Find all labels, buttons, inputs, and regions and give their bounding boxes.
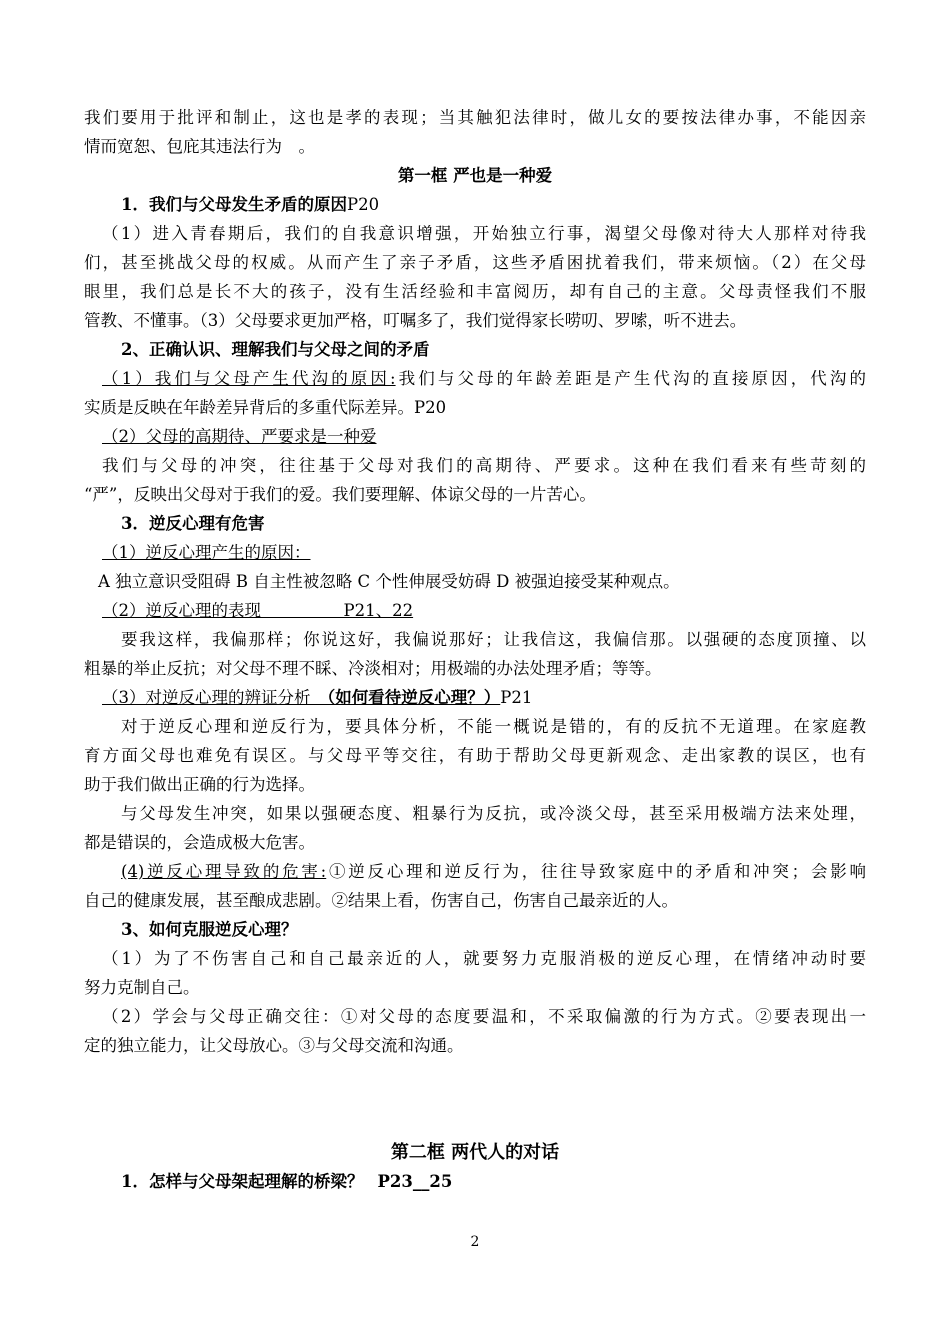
paragraph-line: 情而宽恕、包庇其违法行为 。: [84, 137, 315, 156]
subheading-text: 1．怎样与父母架起理解的桥梁？: [121, 1172, 364, 1191]
paragraph-line: [84, 857, 866, 886]
paragraph-line: 与父母发生冲突，如果以强硬态度、粗暴行为反抗，或冷淡父母，甚至采用极端方法来处理，: [121, 804, 866, 823]
paragraph-line: （2）学会与父母正确交往：①对父母的态度要温和，不采取偏激的行为方式。②要表现出一: [102, 1007, 866, 1026]
subheading-text: 1．我们与父母发生矛盾的原因: [121, 195, 347, 214]
paragraph-line: [84, 596, 866, 625]
subheading: [84, 190, 866, 219]
underlined-heading: （1）逆反心理产生的原因：: [102, 543, 311, 562]
subheading: [84, 1167, 866, 1196]
paragraph-line: 努力克制自己。: [84, 978, 200, 997]
section-heading: 第二框 两代人的对话: [390, 1142, 560, 1163]
underlined-heading: (4)逆反心理导致的危害:: [121, 862, 327, 881]
page-reference: P21: [500, 688, 533, 707]
paragraph-line: [84, 538, 866, 567]
section-heading: 第一框 严也是一种爱: [397, 166, 553, 185]
paragraph-line: 都是错误的，会造成极大危害。: [84, 833, 315, 852]
underlined-heading: （2）逆反心理的表现 P21、22: [102, 601, 414, 620]
paragraph-line: “严”，反映出父母对于我们的爱。我们要理解、体谅父母的一片苦心。: [84, 485, 596, 504]
subheading: 2、正确认识、理解我们与父母之间的矛盾: [121, 340, 430, 359]
page-reference: P20: [346, 195, 380, 214]
paragraph-line: 实质是反映在年龄差异背后的多重代际差异。P20: [84, 398, 447, 417]
paragraph-line: 们，甚至挑战父母的权威。从而产生了亲子矛盾，这些矛盾困扰着我们，带来烦恼。（2）在父母: [84, 253, 866, 272]
paragraph-text: ①逆反心理和逆反行为，往往导致家庭中的矛盾和冲突；会影响: [326, 862, 867, 881]
paragraph-line: 定的独立能力，让父母放心。③与父母交流和沟通。: [84, 1036, 464, 1055]
paragraph-line: [84, 422, 866, 451]
page-reference: P23__25: [377, 1172, 453, 1191]
paragraph-line: 育方面父母也难免有误区。与父母平等交往，有助于帮助父母更新观念、走出家教的误区，也有: [84, 746, 866, 765]
paragraph-line: 助于我们做出正确的行为选择。: [84, 775, 315, 794]
underlined-heading: （3）对逆反心理的辨证分析: [102, 688, 327, 707]
document-body: [84, 103, 866, 1196]
page-number: 2: [470, 1234, 480, 1250]
underlined-heading: （2）父母的高期待、严要求是一种爱: [102, 427, 377, 446]
paragraph-line: [84, 364, 866, 393]
paragraph-line: 自己的健康发展，甚至酿成悲剧。②结果上看，伤害自己，伤害自己最亲近的人。: [84, 891, 678, 910]
underlined-heading: （1）我们与父母产生代沟的原因:: [102, 369, 396, 388]
paragraph-line: （1）为了不伤害自己和自己最亲近的人，就要努力克服消极的逆反心理，在情绪冲动时要: [102, 949, 866, 968]
paragraph-line: 粗暴的举止反抗；对父母不理不睬、冷淡相对；用极端的办法处理矛盾；等等。: [84, 659, 662, 678]
paragraph-text: 我们与父母的年龄差距是产生代沟的直接原因，代沟的: [395, 369, 867, 388]
underlined-bold-question: （如何看待逆反心理？）: [327, 688, 501, 707]
paragraph-line: 眼里，我们总是长不大的孩子，没有生活经验和丰富阅历，却有自己的主意。父母责怪我们不服: [84, 282, 866, 301]
subheading: 3、如何克服逆反心理？: [121, 920, 298, 939]
paragraph-line: 我们与父母的冲突，往往基于父母对我们的高期待、严要求。这种在我们看来有些苛刻的: [102, 456, 866, 475]
paragraph-line: [84, 683, 866, 712]
paragraph-line: 我们要用于批评和制止，这也是孝的表现；当其触犯法律时，做儿女的要按法律办事，不能因亲: [84, 108, 866, 127]
paragraph-line: （1）进入青春期后，我们的自我意识增强，开始独立行事，渴望父母像对待大人那样对待我: [102, 224, 866, 243]
paragraph-line: 管教、不懂事。（3）父母要求更加严格，叮嘱多了，我们觉得家长唠叨、罗嗦，听不进去。: [84, 311, 747, 330]
paragraph-line: 要我这样，我偏那样；你说这好，我偏说那好；让我信这，我偏信那。以强硬的态度顶撞、以: [121, 630, 866, 649]
subheading: 3．逆反心理有危害: [121, 514, 265, 533]
paragraph-line: 对于逆反心理和逆反行为，要具体分析，不能一概说是错的，有的反抗不无道理。在家庭教: [121, 717, 866, 736]
paragraph-line: A 独立意识受阻碍 B 自主性被忽略 C 个性伸展受妨碍 D 被强迫接受某种观点。: [98, 572, 680, 591]
